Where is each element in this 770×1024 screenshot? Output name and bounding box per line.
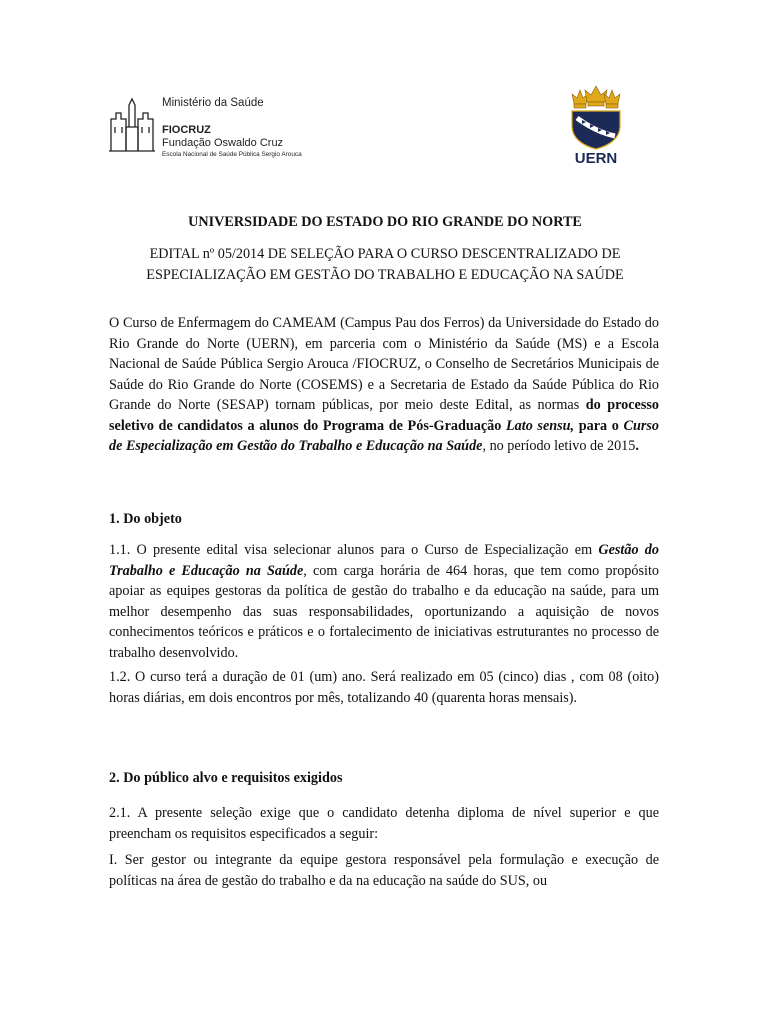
fiocruz-name: FIOCRUZ xyxy=(162,124,211,136)
ministry-text: Ministério da Saúde xyxy=(162,97,264,109)
fiocruz-castle-icon xyxy=(108,97,156,153)
section-2-heading: 2. Do público alvo e requisitos exigidos xyxy=(109,770,343,786)
intro-bold-2: para o xyxy=(574,417,624,434)
intro-bolditalic-2: Curso de Especialização em Gestão do Trabalho e Educação na Saúde xyxy=(109,417,659,454)
school-name: Escola Nacional de Saúde Pública Sergio Arouca xyxy=(162,151,302,158)
university-title: UNIVERSIDADE DO ESTADO DO RIO GRANDE DO NORTE xyxy=(188,214,582,230)
foundation-name: Fundação Oswaldo Cruz xyxy=(162,137,284,149)
intro-bolditalic-1: Lato sensu, xyxy=(506,417,575,434)
section-1-heading: 1. Do objeto xyxy=(109,511,182,527)
edital-title xyxy=(100,244,670,286)
section-2-p2-text: I. Ser gestor ou integrante da equipe gestora responsável pela formulação e execução de políticas na área de gestão do trabalho e da na educação na saúde do SUS, ou xyxy=(109,852,659,889)
section-1-p1-text-a: 1.1. O presente edital visa selecionar alunos para o Curso de Especialização em xyxy=(109,542,599,558)
section-2-paragraph-2 xyxy=(109,850,659,891)
edital-title-line2: ESPECIALIZAÇÃO EM GESTÃO DO TRABALHO E EDUCAÇÃO NA SAÚDE xyxy=(146,267,624,283)
section-2-p1-text: 2.1. A presente seleção exige que o candidato detenha diploma de nível superior e que preencham os requisitos especificados a seguir: xyxy=(109,805,659,842)
section-1-p1-text-b: , com carga horária de 464 horas, que tem como propósito apoiar as equipes gestoras da política de gestão do trabalho e da educação na saúde, para um melhor desempenho das suas responsabilidades, oportunizando a aquisição de novos conhecimentos teóricos e práticos e o fortalecimento de iniciativas estruturantes no processo de trabalho desenvolvido. xyxy=(109,562,659,661)
section-2-paragraph-1 xyxy=(109,803,659,844)
section-1-p2-text: 1.2. O curso terá a duração de 01 (um) ano. Será realizado em 05 (cinco) dias , com 08 (oito) horas diárias, em dois encontros por mês, totalizando 40 (quarenta horas mensais). xyxy=(109,669,659,706)
section-1-paragraph-1 xyxy=(109,540,659,663)
uern-name: UERN xyxy=(574,150,618,167)
intro-end: . xyxy=(635,438,639,454)
edital-title-line1: EDITAL nº 05/2014 DE SELEÇÃO PARA O CURSO DESCENTRALIZADO DE xyxy=(149,246,621,262)
section-1-p1-bolditalic: Gestão do Trabalho e Educação na Saúde xyxy=(109,542,659,579)
intro-bold-1: do processo seletivo de candidatos a alunos do Programa de Pós-Graduação xyxy=(109,397,659,434)
intro-text-1: O Curso de Enfermagem do CAMEAM (Campus Pau dos Ferros) da Universidade do Estado do Rio Grande do Norte (UERN), em parceria com o Ministério da Saúde (MS) e a Escola Nacional de Saúde Pública Sergio Arouca /FIOCRUZ, o Conselho de Secretários Municipais de Saúde do Rio Grande do Norte (COSEMS) e a Secretaria de Estado da Saúde Pública do Rio Grande do Norte (SESAP) tornam públicas, por meio deste Edital, as normas xyxy=(109,315,659,413)
intro-text-2: , no período letivo de 2015 xyxy=(482,438,636,454)
section-1-paragraph-2 xyxy=(109,667,659,708)
uern-logo xyxy=(568,84,624,170)
fiocruz-logo xyxy=(108,97,348,167)
uern-crest-icon xyxy=(568,84,624,150)
intro-paragraph xyxy=(109,313,659,457)
